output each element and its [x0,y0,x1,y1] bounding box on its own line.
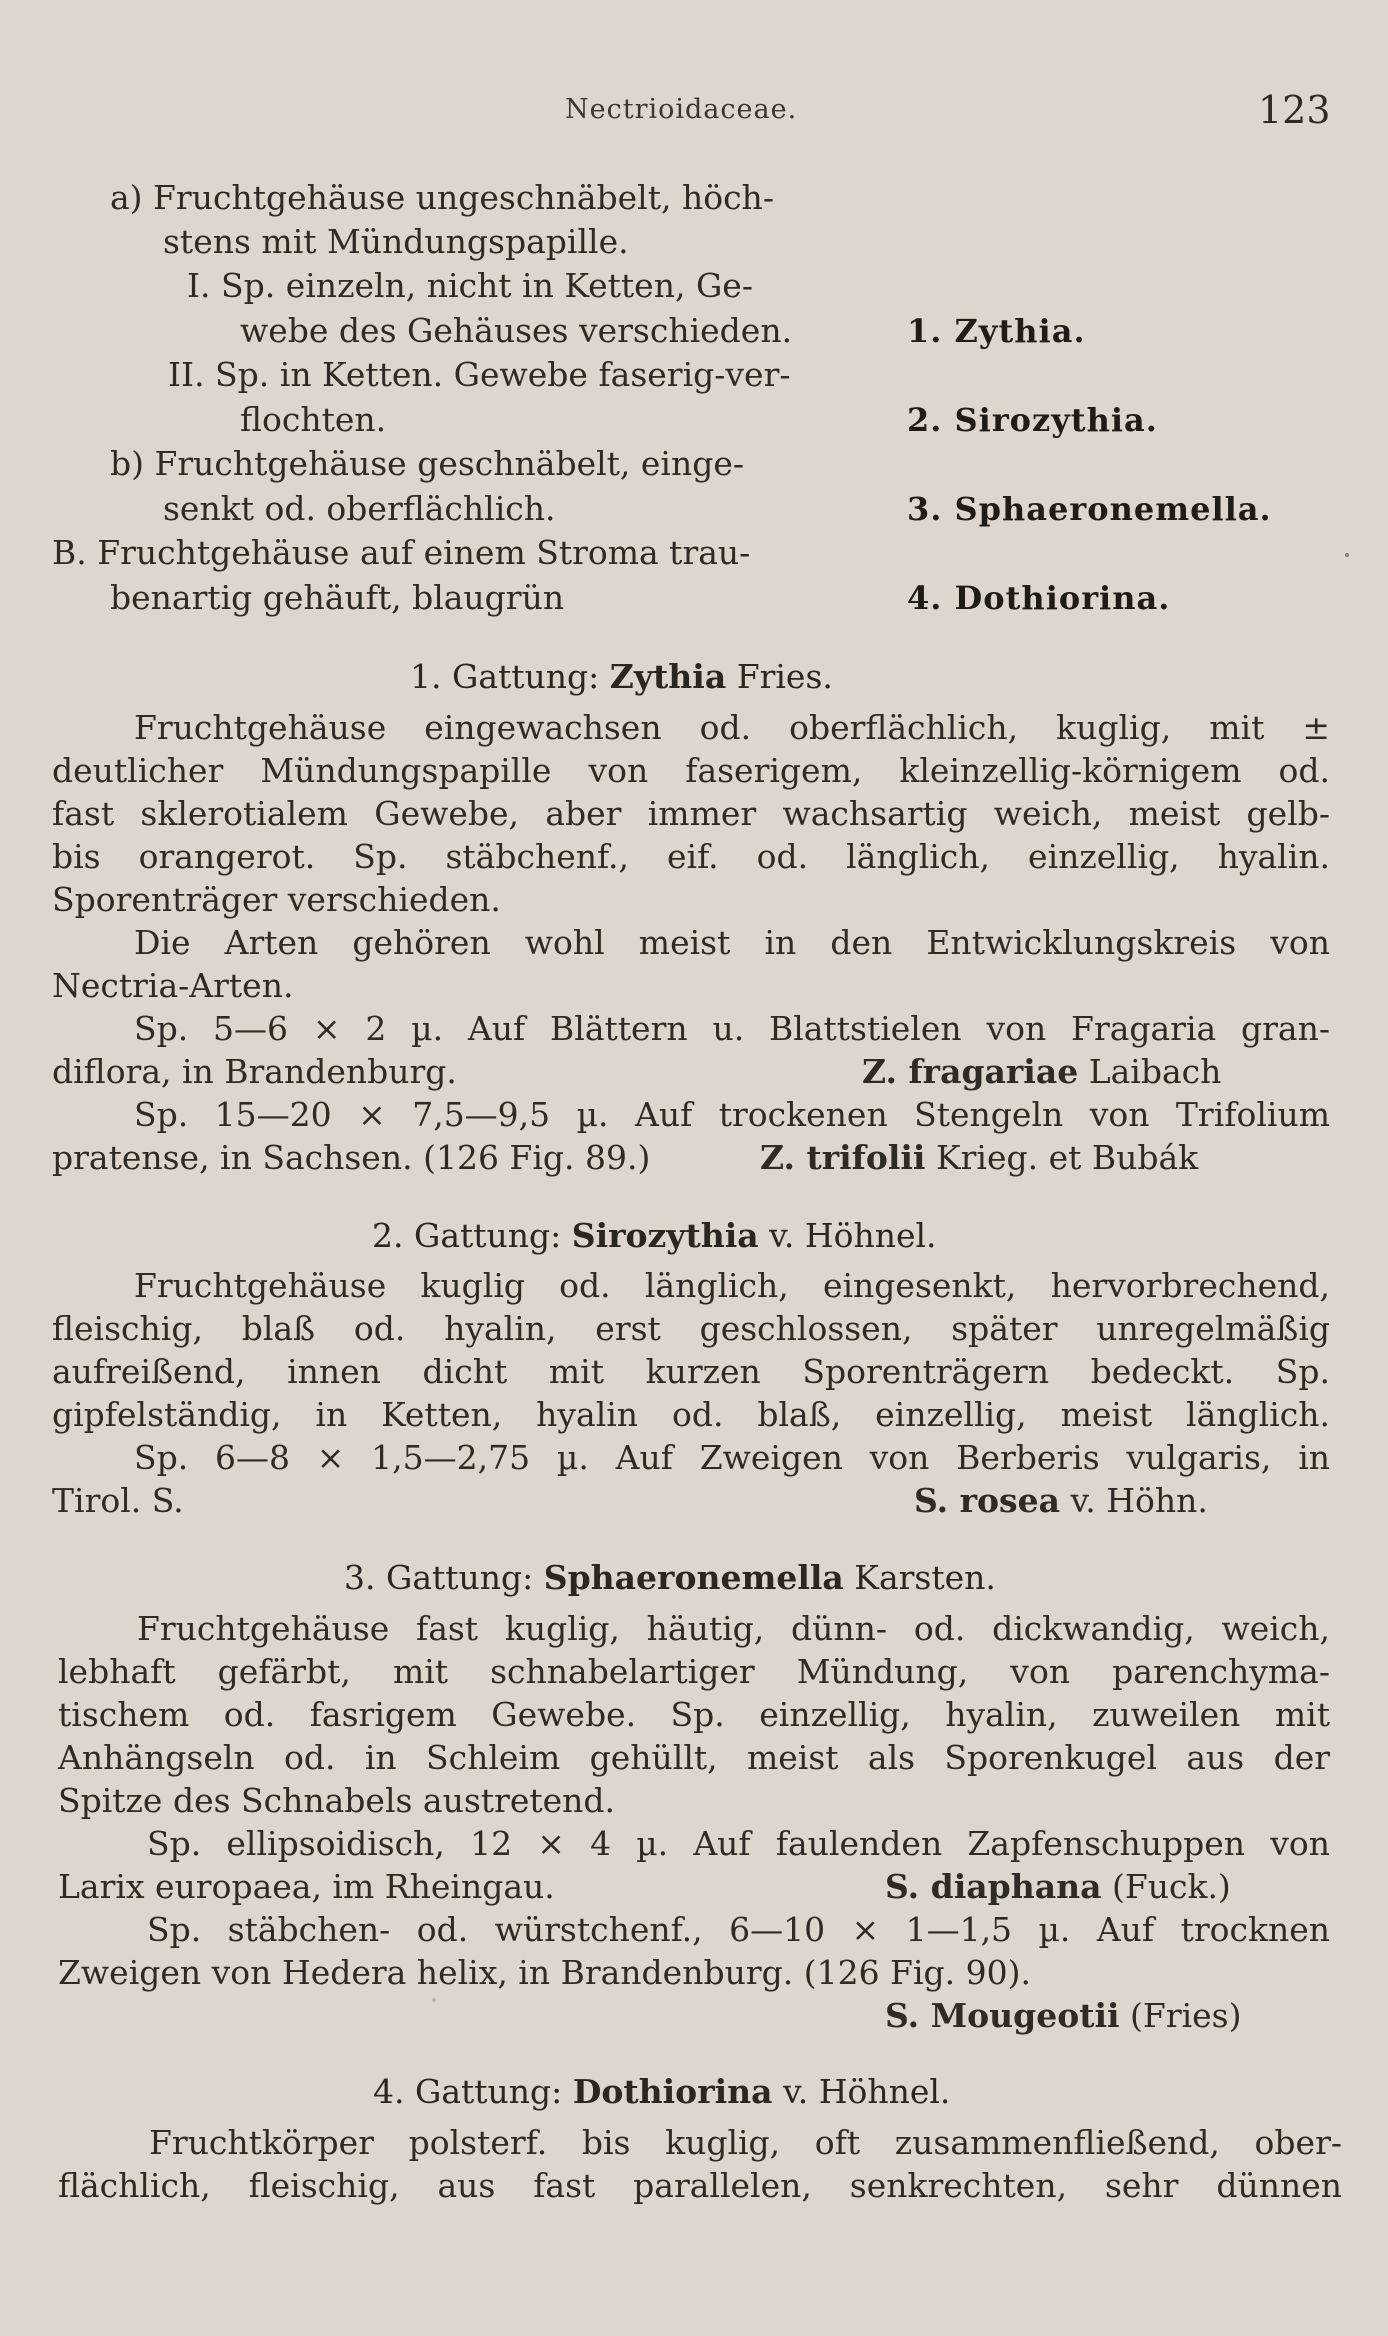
heading-prefix: 3. Gattung: [344,1558,544,1597]
text-line: Tirol. S. [52,1481,184,1520]
species-entry [760,1136,1198,1180]
heading-author: Fries. [726,657,833,696]
key-line: benartig gehäuft, blaugrün [110,578,565,617]
genus-name: Sirozythia [571,1216,759,1255]
text-line: diflora, in Brandenburg. [52,1052,457,1091]
species-author: Laibach [1078,1052,1222,1091]
species-entry [914,1479,1208,1523]
key-line: flochten. [240,400,387,439]
section-heading [372,1214,937,1258]
text-line: Fruchtkörper polsterf. bis kuglig, oft zusammenfließend, ober- [149,2123,1342,2162]
text-line: lebhaft gefärbt, mit schnabelartiger Mündung, von parenchyma- [58,1652,1330,1691]
species-author: v. Höhn. [1060,1481,1208,1520]
species-entry [862,1050,1221,1094]
heading-prefix: 2. Gattung: [372,1216,572,1255]
section-heading [410,655,833,699]
text-line: Larix europaea, im Rheingau. [58,1867,555,1906]
key-line: II. Sp. in Ketten. Gewebe faserig-ver- [168,355,791,394]
key-line: b) Fruchtgehäuse geschnäbelt, einge- [110,444,745,483]
paper-speck [432,1998,436,2002]
text-line: deutlicher Mündungspapille von faserigem, kleinzellig-körnigem od. [52,751,1330,790]
species-entry [885,1865,1231,1909]
key-target-sirozythia: 2. Sirozythia. [907,401,1158,439]
heading-author: v. Höhnel. [772,2072,951,2111]
heading-author: Karsten. [843,1558,996,1597]
species-author: (Fries) [1119,1996,1242,2035]
key-line: B. Fruchtgehäuse auf einem Stroma trau- [52,533,751,572]
heading-author: v. Höhnel. [758,1216,937,1255]
species-name: Z. fragariae [862,1052,1079,1091]
key-line: I. Sp. einzeln, nicht in Ketten, Ge- [187,266,753,305]
species-name: S. rosea [914,1481,1060,1520]
paper-speck [1345,553,1349,557]
species-name: S. Mougeotii [885,1996,1120,2035]
key-line: webe des Gehäuses verschieden. [240,311,793,350]
key-line: a) Fruchtgehäuse ungeschnäbelt, höch- [110,178,774,217]
key-target-dothiorina: 4. Dothiorina. [907,579,1171,617]
text-line: gipfelständig, in Ketten, hyalin od. blaß, einzellig, meist länglich. [52,1395,1330,1434]
key-line: stens mit Mündungspapille. [163,222,629,261]
page-number: 123 [1258,88,1331,132]
page-header [0,88,1388,138]
section-heading [344,1556,996,1600]
heading-prefix: 1. Gattung: [410,657,610,696]
running-head: Nectrioidaceae. [565,94,798,125]
genus-name: Sphaeronemella [543,1558,844,1597]
heading-prefix: 4. Gattung: [373,2072,573,2111]
text-line: flächlich, fleischig, aus fast parallelen, senkrechten, sehr dünnen [58,2166,1342,2205]
text-line: Sp. stäbchen- od. würstchenf., 6—10 × 1—1,5 µ. Auf trocknen [147,1910,1330,1949]
text-line: Sp. 15—20 × 7,5—9,5 µ. Auf trockenen Stengeln von Trifolium [134,1095,1330,1134]
text-line: tischem od. fasrigem Gewebe. Sp. einzellig, hyalin, zuweilen mit [58,1695,1330,1734]
genus-name: Zythia [609,657,727,696]
species-name: S. diaphana [885,1867,1102,1906]
text-line: fast sklerotialem Gewebe, aber immer wachsartig weich, meist gelb- [52,794,1330,833]
text-line: Spitze des Schnabels austretend. [58,1781,616,1820]
species-author: Krieg. et Bubák [925,1138,1199,1177]
species-name: Z. trifolii [760,1138,926,1177]
text-line: Sporenträger verschieden. [52,880,501,919]
text-line: pratense, in Sachsen. (126 Fig. 89.) [52,1138,651,1177]
text-line: Sp. 6—8 × 1,5—2,75 µ. Auf Zweigen von Berberis vulgaris, in [134,1438,1330,1477]
text-line: Nectria-Arten. [52,966,294,1005]
text-line: Die Arten gehören wohl meist in den Entwicklungskreis von [134,923,1330,962]
key-line: senkt od. oberflächlich. [163,489,556,528]
section-heading [373,2070,950,2114]
text-line: Sp. ellipsoidisch, 12 × 4 µ. Auf faulenden Zapfenschuppen von [147,1824,1330,1863]
species-author: (Fuck.) [1101,1867,1231,1906]
text-line: fleischig, blaß od. hyalin, erst geschlossen, später unregelmäßig [52,1309,1330,1348]
key-target-sphaeronemella: 3. Sphaeronemella. [907,490,1272,528]
text-line: Fruchtgehäuse fast kuglig, häutig, dünn- od. dickwandig, weich, [137,1609,1330,1648]
genus-name: Dothiorina [572,2072,773,2111]
species-entry [885,1994,1242,2038]
text-line: Zweigen von Hedera helix, in Brandenburg. (126 Fig. 90). [58,1953,1031,1992]
text-line: Anhängseln od. in Schleim gehüllt, meist als Sporenkugel aus der [58,1738,1330,1777]
text-line: Fruchtgehäuse kuglig od. länglich, eingesenkt, hervorbrechend, [134,1266,1330,1305]
key-target-zythia: 1. Zythia. [907,312,1086,350]
text-line: aufreißend, innen dicht mit kurzen Sporenträgern bedeckt. Sp. [52,1352,1330,1391]
text-line: Sp. 5—6 × 2 µ. Auf Blättern u. Blattstielen von Fragaria gran- [134,1009,1330,1048]
text-line: bis orangerot. Sp. stäbchenf., eif. od. länglich, einzellig, hyalin. [52,837,1330,876]
text-line: Fruchtgehäuse eingewachsen od. oberflächlich, kuglig, mit ± [134,708,1330,747]
